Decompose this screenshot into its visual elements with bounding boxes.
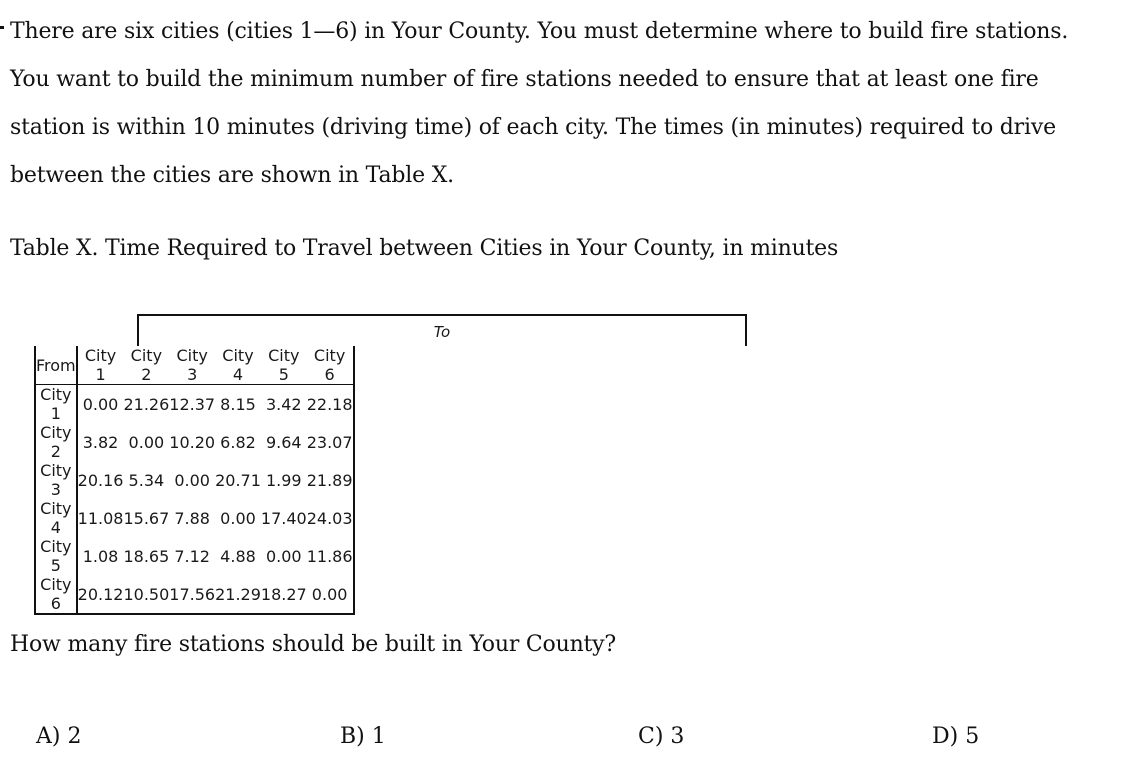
- table-cell: 0.00: [265, 546, 302, 566]
- table-cell: 10.20: [169, 432, 216, 452]
- problem-paragraph: [10, 8, 1130, 200]
- table-cell: 4.88: [220, 546, 256, 566]
- row-label: City 3: [35, 461, 77, 499]
- table-cell: 1.08: [82, 546, 119, 566]
- paragraph-line: station is within 10 minutes (driving time) of each city. The times (in minutes) required to drive: [10, 115, 1056, 140]
- row-label: City 5: [35, 537, 77, 575]
- option-b[interactable]: B) 1: [340, 724, 386, 749]
- table-cell: 1.99: [265, 470, 302, 490]
- column-header: City 6: [307, 346, 354, 385]
- row-label: City 4: [35, 499, 77, 537]
- table-cell: 0.00: [82, 394, 119, 414]
- table-cell: 21.89: [307, 461, 354, 499]
- to-header: To: [137, 314, 747, 346]
- table-cell: 12.37: [169, 394, 216, 414]
- option-c[interactable]: C) 3: [638, 724, 685, 749]
- table-cell: 21.29: [215, 575, 261, 614]
- table-cell: 0.00: [220, 508, 256, 528]
- table-cell: 20.71: [215, 470, 261, 490]
- table-cell: 0.00: [174, 470, 210, 490]
- paragraph-line: You want to build the minimum number of fire stations needed to ensure that at least one fire: [10, 67, 1039, 92]
- table-cell: 3.42: [265, 394, 302, 414]
- table-cell: 11.86: [307, 537, 354, 575]
- option-d[interactable]: D) 5: [932, 724, 980, 749]
- table-cell: 20.16: [77, 470, 124, 490]
- table-row: [35, 385, 354, 424]
- from-header: From: [35, 346, 77, 385]
- table-cell: 15.67: [123, 508, 170, 528]
- table-row: [35, 423, 354, 461]
- time-grid: [34, 346, 355, 615]
- table-cell: 9.64: [265, 432, 302, 452]
- table-cell: 18.65: [123, 546, 170, 566]
- table-row: [35, 499, 354, 537]
- table-cell: 6.82: [220, 432, 256, 452]
- table-header-row: [35, 346, 354, 385]
- table-cell: 23.07: [307, 423, 354, 461]
- margin-marker: [0, 26, 4, 29]
- option-a[interactable]: A) 2: [36, 724, 82, 749]
- paragraph-line: There are six cities (cities 1—6) in Your County. You must determine where to build fire stations.: [10, 19, 1069, 44]
- table-cell: 17.40: [260, 508, 307, 528]
- column-header: City 3: [169, 346, 215, 385]
- table-row: [35, 537, 354, 575]
- row-label: City 6: [35, 575, 77, 614]
- table-cell: 5.34: [128, 470, 165, 490]
- table-cell: 3.82: [82, 432, 119, 452]
- column-header: City 2: [123, 346, 169, 385]
- table-cell: 0.00: [128, 432, 165, 452]
- table-row: [35, 575, 354, 614]
- table-cell: 22.18: [307, 385, 354, 424]
- row-label: City 2: [35, 423, 77, 461]
- table-cell: 10.50: [123, 575, 169, 614]
- table-cell: 20.12: [77, 575, 124, 614]
- table-cell: 17.56: [169, 575, 215, 614]
- column-header: City 1: [77, 346, 124, 385]
- table-cell: 21.26: [123, 394, 170, 414]
- paragraph-line: between the cities are shown in Table X.: [10, 163, 454, 188]
- column-header: City 4: [215, 346, 261, 385]
- column-header: City 5: [261, 346, 307, 385]
- table-row: [35, 461, 354, 499]
- table-cell: 18.27: [261, 575, 307, 614]
- table-cell: 8.15: [220, 394, 256, 414]
- table-cell: 7.88: [174, 508, 210, 528]
- table-cell: 0.00: [307, 575, 354, 614]
- table-cell: 11.08: [77, 508, 124, 528]
- table-cell: 24.03: [307, 499, 354, 537]
- row-label: City 1: [35, 385, 77, 424]
- table-caption: Table X. Time Required to Travel between Cities in Your County, in minutes: [10, 236, 839, 261]
- table-cell: 7.12: [174, 546, 210, 566]
- question-text: How many fire stations should be built in Your County?: [10, 632, 617, 657]
